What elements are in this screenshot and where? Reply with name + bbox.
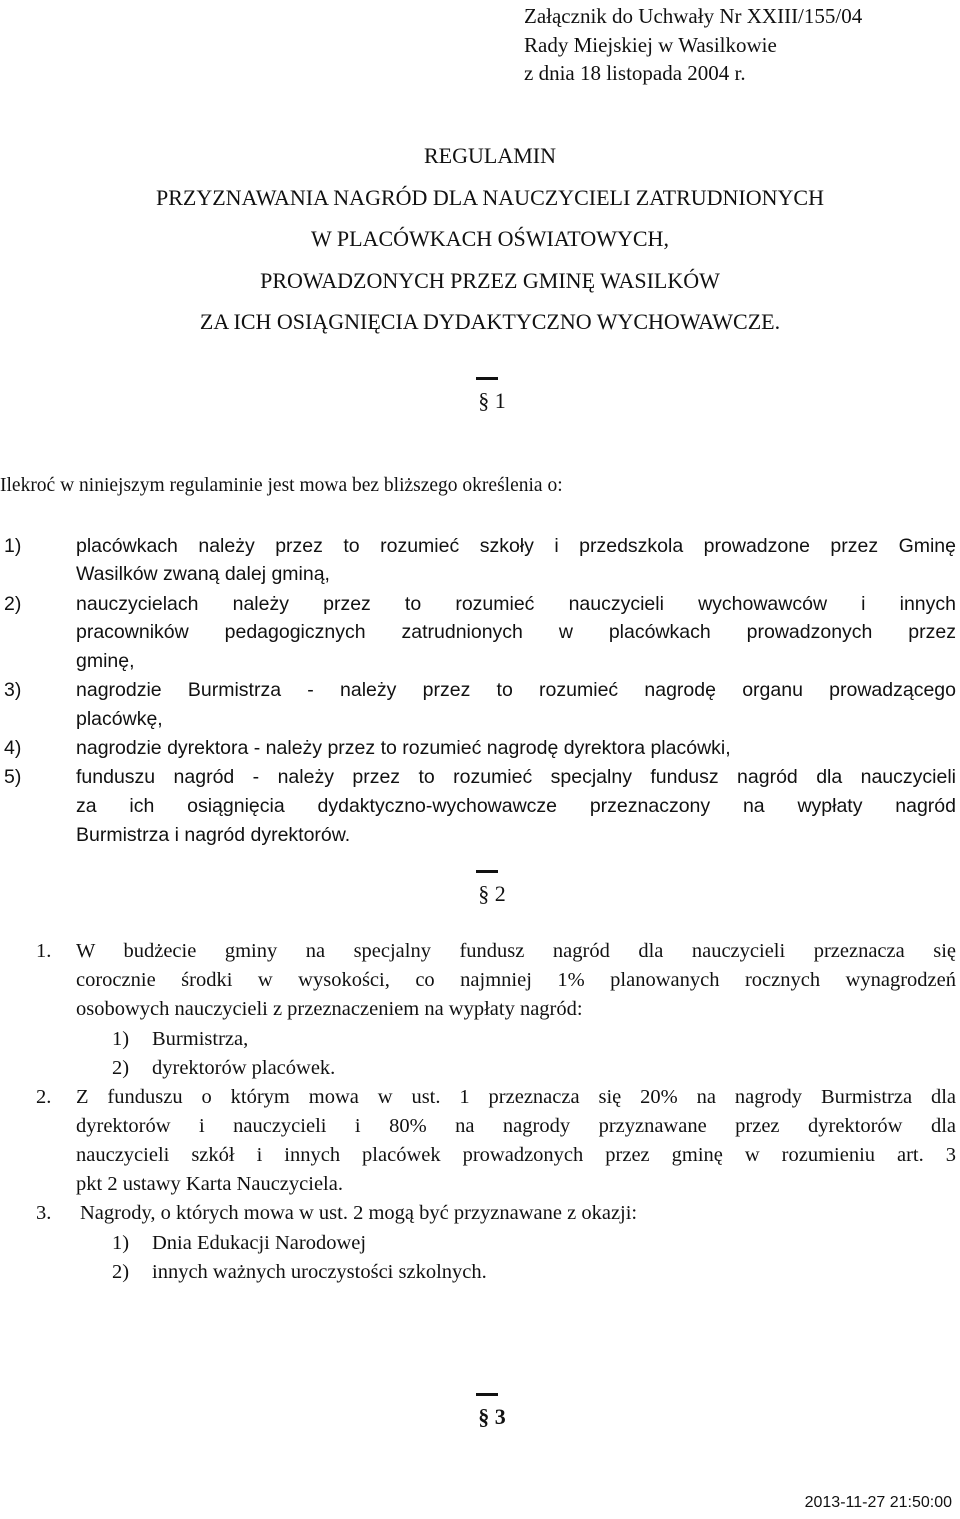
section-1-heading: § 1 <box>478 388 506 413</box>
paragraph-line: corocznie środki w wysokości, co najmniej 1% planowanych rocznych wynagrodzeń <box>76 969 956 991</box>
list-item-line: nagrodzie dyrektora - należy przez to rozumieć nagrodę dyrektora placówki, <box>76 737 731 759</box>
section-1-intro: Ilekroć w niniejszym regulaminie jest mowa bez bliższego określenia o: <box>0 475 563 496</box>
list-item-line: Burmistrza i nagród dyrektorów. <box>76 824 351 846</box>
list-item-line: nauczycielach należy przez to rozumieć nauczycieli wychowawców i innych <box>76 593 956 615</box>
list-item-line: placówkę, <box>76 708 163 730</box>
document-header <box>524 2 862 88</box>
sub-item-num: 2) <box>112 1057 130 1079</box>
sub-item-num: 1) <box>112 1232 130 1254</box>
footer-timestamp: 2013-11-27 21:50:00 <box>804 1494 952 1511</box>
sub-item-num: 2) <box>112 1261 130 1283</box>
list-item-line: gminę, <box>76 650 135 672</box>
title-line-1: REGULAMIN <box>424 143 556 168</box>
list-item-line: za ich osiągnięcia dydaktyczno-wychowawcze przeznaczony na wypłaty nagród <box>76 795 956 817</box>
paragraph-num: 1. <box>36 940 52 962</box>
paragraph-line: nauczycieli szkół i innych placówek prowadzonych przez gminę w rozumieniu art. 3 <box>76 1144 956 1166</box>
paragraph-line: dyrektorów i nauczycieli i 80% na nagrody przyznawane przez dyrektorów dla <box>76 1115 956 1137</box>
title-line-5: ZA ICH OSIĄGNIĘCIA DYDAKTYCZNO WYCHOWAWCZE. <box>199 309 781 335</box>
header-line-3: z dnia 18 listopada 2004 r. <box>524 61 746 85</box>
header-line-2: Rady Miejskiej w Wasilkowie <box>524 32 777 57</box>
paragraph-line: Nagrody, o których mowa w ust. 2 mogą być przyznawane z okazji: <box>80 1202 638 1224</box>
sub-item-text: innych ważnych uroczystości szkolnych. <box>152 1261 487 1283</box>
list-item-num: 4) <box>4 737 22 759</box>
paragraph-num: 3. <box>36 1202 52 1224</box>
paragraph-line: Z funduszu o którym mowa w ust. 1 przeznacza się 20% na nagrody Burmistrza dla <box>76 1086 956 1108</box>
paragraph-line: pkt 2 ustawy Karta Nauczyciela. <box>76 1173 343 1195</box>
sub-item-num: 1) <box>112 1028 130 1050</box>
title-line-3: W PLACÓWKACH OŚWIATOWYCH, <box>311 226 669 252</box>
sub-item-text: Burmistrza, <box>152 1028 249 1050</box>
header-line-1: Załącznik do Uchwały Nr XXIII/155/04 <box>524 4 863 28</box>
list-item-num: 1) <box>4 535 22 557</box>
list-item-line: nagrodzie Burmistrza - należy przez to rozumieć nagrodę organu prowadzącego <box>76 679 956 701</box>
list-item-line: pracowników pedagogicznych zatrudnionych w placówkach prowadzonych przez <box>76 621 956 643</box>
list-item-line: Wasilków zwaną dalej gminą, <box>76 563 330 585</box>
document-title <box>0 135 960 343</box>
list-item-num: 5) <box>4 766 22 788</box>
sub-item-text: Dnia Edukacji Narodowej <box>152 1232 367 1254</box>
list-item-line: placówkach należy przez to rozumieć szkoły i przedszkola prowadzone przez Gminę <box>76 535 956 557</box>
list-item-num: 2) <box>4 593 22 615</box>
title-line-4: PROWADZONYCH PRZEZ GMINĘ WASILKÓW <box>260 267 720 293</box>
sub-item-text: dyrektorów placówek. <box>152 1057 336 1079</box>
paragraph-line: W budżecie gminy na specjalny fundusz nagród dla nauczycieli przeznacza się <box>76 940 956 962</box>
paragraph-num: 2. <box>36 1086 52 1108</box>
list-item-line: funduszu nagród - należy przez to rozumieć specjalny fundusz nagród dla nauczycieli <box>76 766 956 788</box>
section-3-heading: § 3 <box>478 1404 506 1429</box>
title-line-2: PRZYZNAWANIA NAGRÓD DLA NAUCZYCIELI ZATRUDNIONYCH <box>156 184 824 210</box>
paragraph-line: osobowych nauczycieli z przeznaczeniem na wypłaty nagród: <box>76 998 583 1020</box>
list-item-num: 3) <box>4 679 22 701</box>
section-2-heading: § 2 <box>478 881 506 906</box>
